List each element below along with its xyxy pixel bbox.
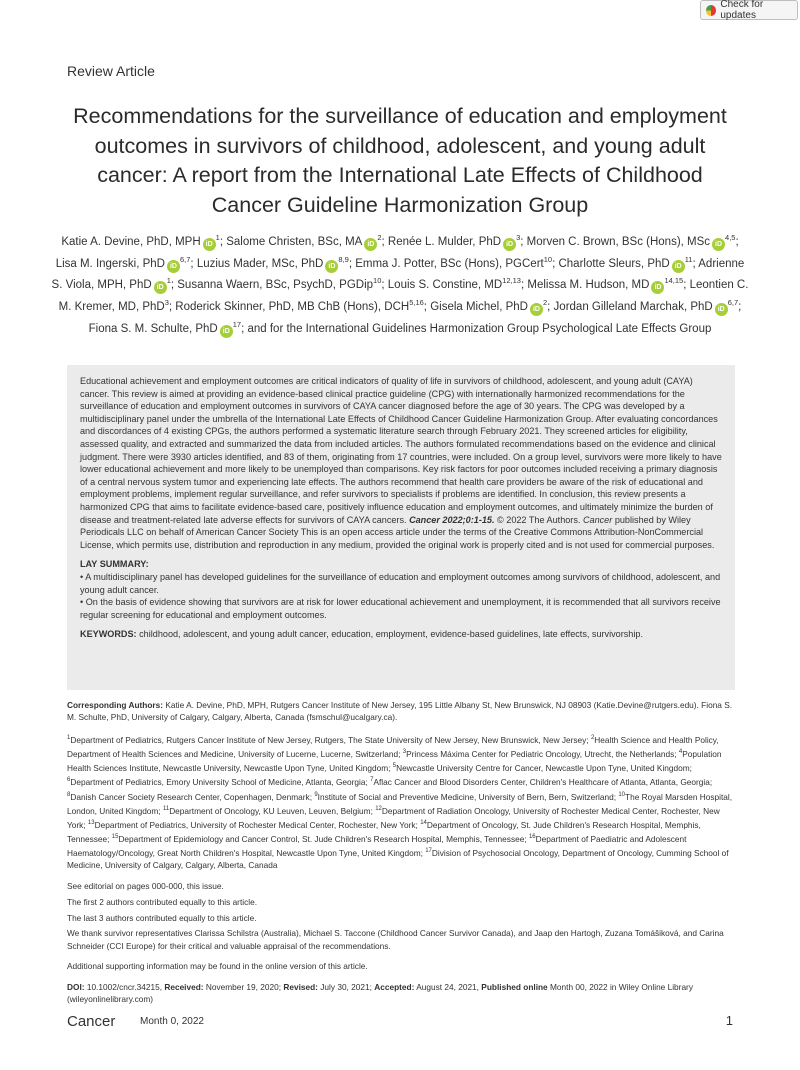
- author-entry: Emma J. Potter, BSc (Hons), PGCert$^{10}$;: [355, 254, 559, 270]
- author-entry: Adrienne S. Viola, MPH, PhD $iD^1$;: [52, 258, 745, 292]
- abstract-body: Educational achievement and employment outcomes are critical indicators of quality of life in survivors of childhood, adolescent, and young adult (CAYA) cancer. This review is aimed at providing an evidence-based clinical practice guideline (CPG) with internationally harmonized recommendations for the surveillance of education and employment outcomes in survivors of CAYA cancer diagnosed before the age of 30 years. The CPG was developed by a multidisciplinary panel under the umbrella of the International Late Effects of Childhood Cancer Guideline Harmonization Group. After evaluating concordances and discordances of 4 existing CPGs, the authors performed a systematic literature search through February 2021. They screened articles for eligibility, assessed quality, and extracted and summarized the data from included articles. The authors formulated recommendations based on the evidence and clinical judgment. There were 3930 articles identified, and 83 of them, originating from 17 countries, were included. On a group level, survivors were more likely to have lower educational achievement and more likely to be unemployed than comparisons. Key risk factors for poor outcomes included receiving a primary diagnosis of a central nervous system tumor and experiencing late effects. The authors recommend that health care providers be aware of the risk of educational and employment problems, implement regular surveillance, and refer survivors to specialists if problems are identified. In conclusion, this review presents a harmonized CPG that aims to facilitate evidence-based care, positively influence education and employment outcomes, and ultimately minimize the burden of disease and treatment-related late adverse effects for survivors of CAYA cancers.: [80, 376, 722, 525]
- check-updates-icon: [706, 5, 716, 16]
- author-entry: Lisa M. Ingerski, PhD iD$^{6,7}$;: [56, 258, 197, 270]
- author-affiliation-number: 2: [542, 298, 548, 308]
- author-name: Katie A. Devine, PhD, MPH: [61, 235, 201, 248]
- author-entry: Charlotte Sleurs, PhD $iD^{11}$;: [558, 258, 698, 270]
- doi-label: DOI:: [67, 981, 85, 992]
- revised-value: July 30, 2021;: [320, 981, 372, 992]
- front-matter-notes: [67, 699, 735, 1009]
- author-entry: [88, 320, 242, 336]
- author-entry: Jordan Gilleland Marchak, PhD iD$^{6,7}$;: [554, 301, 742, 313]
- affiliation-text: Department of Paediatric and Adolescent Haematology/Oncology, Great North Children's Hospital, Newcastle Upon Tyne, United Kingdom;: [67, 833, 687, 858]
- affiliation-text: Department of Epidemiology and Cancer Control, St. Jude Children's Research Hospital, Memphis, Tennessee;: [118, 833, 529, 844]
- orcid-icon[interactable]: iD: [672, 260, 685, 273]
- supporting-info-note: Additional supporting information may be found in the online version of this article.: [67, 961, 368, 972]
- affiliation-text: The Royal Marsden Hospital, London, United Kingdom;: [67, 791, 733, 816]
- affiliation-number: 1: [67, 734, 71, 741]
- author-name: Adrienne S. Viola, MPH, PhD: [51, 257, 745, 292]
- orcid-icon[interactable]: iD: [203, 238, 216, 251]
- revised-label: Revised:: [283, 981, 318, 992]
- lay-summary-heading: LAY SUMMARY:: [80, 559, 149, 570]
- citation: Cancer 2022;0:1-15.: [409, 514, 495, 525]
- affiliation-text: Department of Oncology, St. Jude Children's Research Hospital, Memphis, Tennessee;: [67, 819, 701, 844]
- author-name: Susanna Waern, BSc, PsychD, PGDip: [177, 279, 374, 292]
- author-entry: Susanna Waern, BSc, PsychD, PGDip$^{10}$;: [177, 276, 388, 292]
- published-value: Month 00, 2022 in Wiley Online Library (wileyonlinelibrary.com): [67, 981, 693, 1005]
- affiliation-number: 3: [402, 748, 407, 755]
- author-list: [50, 229, 750, 338]
- affiliation-text: Institute of Social and Preventive Medicine, University of Bern, Bern, Switzerland;: [317, 791, 619, 802]
- author-name: Gisela Michel, PhD: [430, 301, 528, 314]
- last-authors-note: The last 3 authors contributed equally to this article.: [67, 912, 257, 923]
- author-name: Charlotte Sleurs, PhD: [558, 257, 670, 270]
- author-name: Jordan Gilleland Marchak, PhD: [553, 301, 713, 314]
- affiliation-text: Division of Psychosocial Oncology, Department of Oncology, Cumming School of Medicine, University of Calgary, Calgary, Alberta, Canada: [67, 847, 729, 871]
- author-entry: Morven C. Brown, BSc (Hons), MSc iD$^{4,5}$;: [527, 236, 739, 248]
- copyright-a: © 2022 The Authors.: [497, 514, 581, 525]
- author-affiliation-number: 1: [166, 276, 171, 286]
- author-affiliation-number: 17: [232, 320, 242, 330]
- author-affiliation-number: 2: [377, 233, 382, 242]
- corresponding-text: Katie A. Devine, PhD, MPH, Rutgers Cancer Institute of New Jersey, 195 Little Albany St, New Brunswick, NJ 08903 (Katie.Devine@rutgers.edu). Fiona S. M. Schulte, PhD, University of Calgary, Calgary, Alberta, Canada (fsmschul@ucalgary.ca).: [67, 700, 733, 723]
- author-affiliation-number: 6,7: [727, 298, 739, 308]
- article-title: Recommendations for the surveillance of education and employment outcomes in survivors of childhood, adolescent, and young adult cancer: A report from the International Late Effects of Childhood Cancer Guideline Harmonization Group: [73, 104, 727, 217]
- affiliations: [67, 732, 735, 872]
- affiliation-number: 8: [67, 791, 71, 798]
- footer-journal: Cancer: [67, 1013, 116, 1030]
- affiliation-number: 7: [370, 777, 374, 784]
- author-entry: Melissa M. Hudson, MD iD$^{14,15}$;: [527, 279, 689, 291]
- orcid-icon[interactable]: iD: [325, 260, 338, 273]
- author-affiliation-number: 6,7: [179, 254, 191, 264]
- affiliation-text: Newcastle University Centre for Cancer, Newcastle Upon Tyne, United Kingdom;: [396, 762, 692, 773]
- abstract-box: [67, 365, 735, 690]
- footer-date: Month 0, 2022: [140, 1016, 204, 1027]
- orcid-icon[interactable]: iD: [712, 238, 725, 251]
- affiliation-number: 14: [420, 819, 427, 826]
- editorial-note: See editorial on pages 000-000, this issue.: [67, 880, 224, 891]
- affiliation-number: 15: [111, 834, 119, 841]
- author-name: Fiona S. M. Schulte, PhD: [88, 323, 218, 336]
- keywords: [80, 628, 722, 641]
- affiliation-text: Department of Pediatrics, Emory University School of Medicine, Atlanta, Georgia;: [70, 777, 371, 788]
- received-label: Received:: [164, 981, 204, 992]
- article-type: Review Article: [67, 63, 155, 79]
- affiliation-number: 6: [67, 777, 71, 784]
- affiliation-number: 17: [425, 848, 432, 855]
- author-group: ; and for the International Guidelines Harmonization Group Psychological Late Effects Group: [241, 323, 712, 336]
- author-entry: Katie A. Devine, PhD, MPH $iD^1$;: [61, 236, 226, 248]
- author-affiliation-number: 10: [543, 254, 553, 264]
- orcid-icon[interactable]: iD: [530, 303, 543, 316]
- author-entry: Roderick Skinner, PhD, MB ChB (Hons), DCH$^{5,16}$;: [175, 298, 431, 314]
- author-name: Louis S. Constine, MD: [387, 279, 503, 292]
- author-name: Luzius Mader, MSc, PhD: [196, 257, 324, 270]
- orcid-icon[interactable]: iD: [167, 260, 180, 273]
- orcid-icon[interactable]: iD: [651, 281, 664, 294]
- page-number: 1: [725, 1013, 733, 1028]
- affiliation-text: Danish Cancer Society Research Center, Copenhagen, Denmark;: [70, 791, 315, 802]
- author-affiliation-number: 1: [215, 233, 220, 242]
- abstract-text: [80, 375, 722, 551]
- author-entry: Leontien C. M. Kremer, MD, PhD$^3$;: [58, 279, 749, 314]
- affiliation-number: 5: [392, 763, 397, 770]
- orcid-icon[interactable]: iD: [154, 281, 167, 294]
- affiliation-number: 12: [375, 805, 382, 812]
- author-name: Lisa M. Ingerski, PhD: [55, 257, 165, 270]
- author-entry: Renée L. Mulder, PhD $iD^3$;: [388, 236, 527, 248]
- copyright-b: published by Wiley Periodicals LLC on behalf of American Cancer Society This is an open access article under the terms of the Creative Commons Attribution-NonCommercial License, which permits use, distribution and reproduction in any medium, provided the original work is properly cited and is not used for commercial purposes.: [80, 514, 715, 550]
- affiliation-text: Department of Radiation Oncology, University of Rochester Medical Center, Rochester, New York;: [67, 805, 720, 830]
- lay-point: • On the basis of evidence showing that survivors are at risk for lower educational achievement and unemployment, it is recommended that all survivors receive regular screening for educational and employment outcomes.: [80, 597, 721, 620]
- author-name: Renée L. Mulder, PhD: [387, 235, 502, 248]
- received-value: November 19, 2020;: [205, 981, 282, 992]
- keywords-label: KEYWORDS:: [80, 629, 137, 640]
- acknowledgement-note: We thank survivor representatives Clarissa Schilstra (Australia), Michael S. Taccone (Childhood Cancer Survivor Canada), and Jaap den Hartogh, Zuzana Tomášiková, and Carina Schneider (CCI Europe) for their critical and valuable appraisal of the recommendations.: [67, 928, 724, 951]
- author-name: Emma J. Potter, BSc (Hons), PGCert: [355, 257, 544, 270]
- author-entry: Salome Christen, BSc, MA $iD^2$;: [226, 236, 388, 248]
- author-affiliation-number: 12,13: [502, 276, 521, 286]
- affiliation-number: 4: [678, 748, 683, 755]
- affiliation-text: Department of Pediatrics, Rutgers Cancer Institute of New Jersey, Rutgers, The State University of New Jersey, New Brunswick, New Jersey;: [70, 734, 591, 745]
- check-for-updates-label: Check for updates: [720, 0, 764, 21]
- affiliation-number: 2: [590, 734, 595, 741]
- corresponding-authors: [67, 699, 735, 724]
- affiliation-number: 11: [162, 805, 170, 812]
- author-entry: Gisela Michel, PhD $iD^2$;: [430, 301, 553, 313]
- author-affiliation-number: 11: [684, 254, 693, 264]
- keywords-text: childhood, adolescent, and young adult cancer, education, employment, evidence-based guidelines, late effects, survivorship.: [139, 629, 643, 640]
- orcid-icon[interactable]: iD: [715, 303, 728, 316]
- affiliation-number: 10: [618, 791, 626, 798]
- affiliation-number: 16: [528, 834, 536, 841]
- author-name: Morven C. Brown, BSc (Hons), MSc: [526, 235, 711, 248]
- affiliation-text: Aflac Cancer and Blood Disorders Center, Children's Healthcare of Atlanta, Atlanta, Georgia;: [373, 777, 713, 788]
- journal-name-italic: Cancer: [582, 514, 613, 525]
- accepted-label: Accepted:: [374, 981, 415, 992]
- author-affiliation-number: 8,9: [338, 254, 349, 264]
- author-name: Leontien C. M. Kremer, MD, PhD: [58, 279, 749, 314]
- orcid-icon[interactable]: iD: [364, 238, 377, 251]
- author-name: Roderick Skinner, PhD, MB ChB (Hons), DCH: [175, 301, 410, 314]
- affiliation-text: Population Health Sciences Institute, Newcastle University, Newcastle Upon Tyne, United Kingdom;: [67, 748, 722, 773]
- author-affiliation-number: 10: [373, 276, 382, 286]
- corresponding-label: Corresponding Authors:: [67, 700, 164, 710]
- affiliation-number: 13: [87, 819, 95, 826]
- author-name: Salome Christen, BSc, MA: [226, 235, 363, 248]
- published-label: Published online: [481, 981, 548, 992]
- orcid-icon[interactable]: iD: [503, 238, 516, 251]
- affiliation-text: Health Science and Health Policy, Department of Health Sciences and Medicine, University of Lucerne, Lucerne, Switzerland;: [67, 734, 719, 759]
- affiliation-text: Department of Pediatrics, University of Rochester Medical Center, Rochester, New York;: [94, 819, 421, 830]
- author-affiliation-number: 14,15: [664, 276, 684, 286]
- lay-point: • A multidisciplinary panel has developed guidelines for the surveillance of education and employment outcomes among survivors of childhood, adolescent, and young adult cancer.: [80, 571, 721, 595]
- check-for-updates-button[interactable]: [700, 0, 798, 20]
- orcid-icon[interactable]: iD: [220, 325, 233, 338]
- author-affiliation-number: 3: [164, 298, 169, 308]
- first-authors-note: The first 2 authors contributed equally to this article.: [67, 896, 258, 907]
- doi-line: [67, 981, 735, 1006]
- author-affiliation-number: 3: [516, 233, 521, 242]
- affiliation-number: 9: [314, 791, 318, 798]
- affiliation-text: Department of Oncology, KU Leuven, Leuven, Belgium;: [169, 805, 376, 816]
- affiliation-text: Princess Máxima Center for Pediatric Oncology, Utrecht, the Netherlands;: [406, 748, 679, 759]
- author-affiliation-number: 5,16: [409, 298, 424, 308]
- author-entry: Louis S. Constine, MD$^{12,13}$;: [387, 276, 528, 292]
- accepted-value: August 24, 2021,: [416, 981, 479, 992]
- doi-value[interactable]: 10.1002/cncr.34215,: [86, 981, 163, 992]
- author-name: Melissa M. Hudson, MD: [527, 279, 650, 292]
- author-entry: Luzius Mader, MSc, PhD iD$^{8,9}$;: [197, 258, 355, 270]
- author-affiliation-number: 4,5: [725, 233, 736, 242]
